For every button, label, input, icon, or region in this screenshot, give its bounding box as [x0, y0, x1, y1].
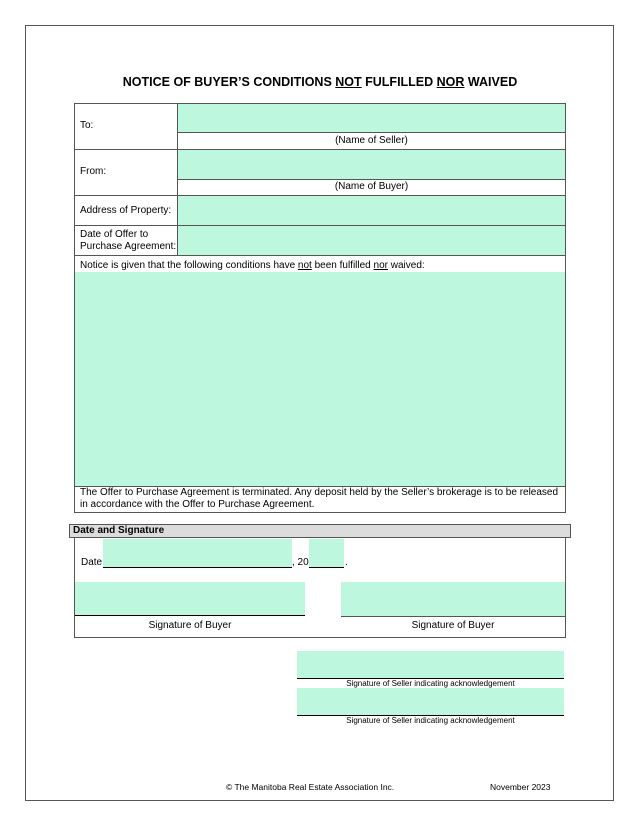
year-input[interactable]: [309, 539, 344, 568]
date-offer-label: Date of Offer to Purchase Agreement:: [80, 229, 177, 252]
seller-ack-2-input[interactable]: [297, 688, 564, 716]
buyer-signature-2-input[interactable]: [341, 582, 565, 616]
seller-ack-1-input[interactable]: [297, 651, 564, 679]
buyer-signature-2-caption: Signature of Buyer: [411, 620, 495, 631]
date-label: Date: [81, 557, 103, 568]
form-title: NOTICE OF BUYER’S CONDITIONS NOT FULFILLED NOR WAIVED: [122, 75, 518, 89]
footer-copyright: © The Manitoba Real Estate Association Inc.: [226, 782, 395, 792]
conditions-input[interactable]: [75, 272, 565, 486]
buyer-name-caption: (Name of Buyer): [334, 181, 409, 192]
buyer-signature-1-input[interactable]: [75, 582, 305, 616]
title-not: NOT: [335, 75, 362, 89]
to-label: To:: [80, 120, 94, 131]
termination-text: The Offer to Purchase Agreement is terminated. Any deposit held by the Seller’s brokerage is to be released in accordance with the Offer to Purchase Agreement.: [80, 487, 559, 510]
footer-date: November 2023: [490, 782, 551, 792]
from-label: From:: [80, 166, 107, 177]
address-input[interactable]: [178, 196, 565, 225]
seller-name-caption: (Name of Seller): [335, 135, 408, 146]
address-label: Address of Property:: [80, 205, 172, 216]
buyer-signature-1-caption: Signature of Buyer: [148, 620, 232, 631]
seller-ack-2-caption: Signature of Seller indicating acknowledgement: [346, 716, 515, 725]
date-signature-header: Date and Signature: [69, 524, 571, 538]
date-input[interactable]: [103, 539, 292, 568]
seller-name-input[interactable]: [178, 104, 565, 132]
notice-text: Notice is given that the following conditions have not been fulfilled nor waived:: [80, 260, 425, 271]
date-offer-input[interactable]: [178, 226, 565, 255]
seller-ack-1-caption: Signature of Seller indicating acknowledgement: [346, 679, 515, 688]
year-prefix: , 20: [292, 557, 309, 568]
buyer-name-input[interactable]: [178, 150, 565, 179]
date-period: .: [345, 557, 348, 568]
title-nor: NOR: [436, 75, 465, 89]
